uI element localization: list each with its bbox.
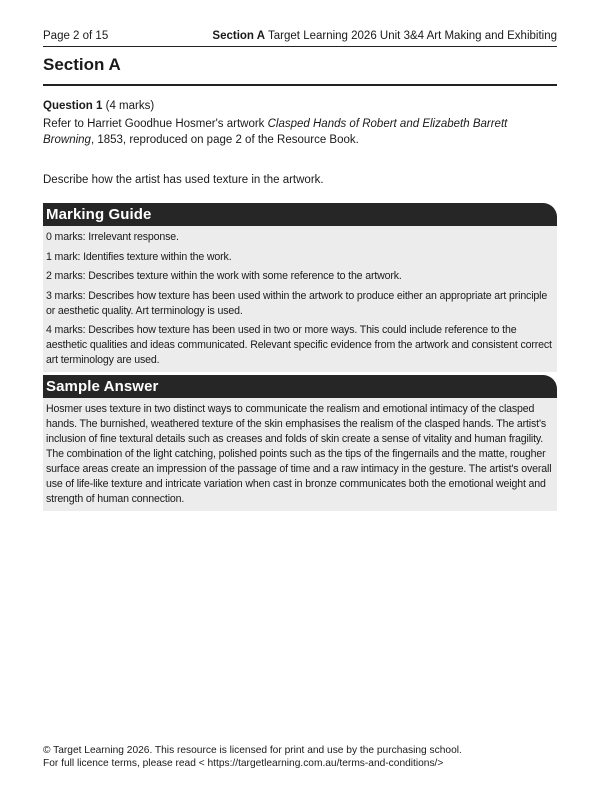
- question-heading: [43, 98, 557, 114]
- criterion-1-mark: 1 mark: Identifies texture within the work.: [46, 250, 232, 263]
- footer-copyright: © Target Learning 2026. This resource is licensed for print and use by the purchasing school.: [43, 745, 462, 756]
- question-block: [43, 98, 557, 188]
- marking-guide-heading: Marking Guide: [43, 203, 557, 226]
- page-header: [43, 30, 557, 47]
- sample-answer-heading: Sample Answer: [43, 375, 557, 398]
- question-intro: Refer to Harriet Goodhue Hosmer's artwork: [43, 118, 268, 130]
- header-course-info: [212, 30, 557, 42]
- page-number: Page 2 of 15: [43, 30, 109, 42]
- criterion-4-marks: 4 marks: Describes how texture has been used in two or more ways. This could include reference to the aesthetic qualities and ideas communicated. Relevant specific evidence from the artwork and consistent correct art terminology are used.: [46, 324, 552, 366]
- footer-licence: For full licence terms, please read < https://targetlearning.com.au/terms-and-conditions/>: [43, 758, 444, 769]
- artwork-title: Clasped Hands of Robert and Elizabeth Barrett Browning: [43, 118, 508, 146]
- page-footer: [43, 744, 557, 770]
- question-reference: [43, 116, 557, 148]
- sample-answer-text: Hosmer uses texture in two distinct ways to communicate the realism and emotional intimacy of the clasped hands. The burnished, weathered texture of the skin emphasises the realism of the clasped hands. The artist's inclusion of fine textural details such as creases and folds of skin create a sense of vitality and human fragility. The combination of the light catching, polished points such as the tips of the fingernails and the matte, rougher surface areas create an impression of the passage of time and a raw intimacy in the gesture. The artist's overall use of life-like texture and intricate variation when cast in bronze communicates both the emotional weight and strength of human connection.: [46, 403, 552, 505]
- question-number: Question 1: [43, 100, 103, 112]
- marking-guide-body: [43, 226, 557, 372]
- section-title: Section A: [43, 55, 557, 86]
- sample-answer-body: [43, 398, 557, 511]
- header-course-title: Target Learning 2026 Unit 3&4 Art Making and Exhibiting: [268, 30, 557, 42]
- criterion-3-marks: 3 marks: Describes how texture has been used within the artwork to produce either an appropriate art principle or aesthetic quality. Art terminology is used.: [46, 289, 548, 317]
- question-intro-tail: , 1853, reproduced on page 2 of the Resource Book.: [90, 134, 359, 146]
- question-marks: (4 marks): [105, 100, 155, 112]
- criterion-0-marks: 0 marks: Irrelevant response.: [46, 231, 179, 243]
- criterion-2-marks: 2 marks: Describes texture within the work with some reference to the artwork.: [46, 270, 402, 282]
- question-prompt: Describe how the artist has used texture in the artwork.: [43, 174, 324, 186]
- header-section-label: Section A: [212, 30, 266, 42]
